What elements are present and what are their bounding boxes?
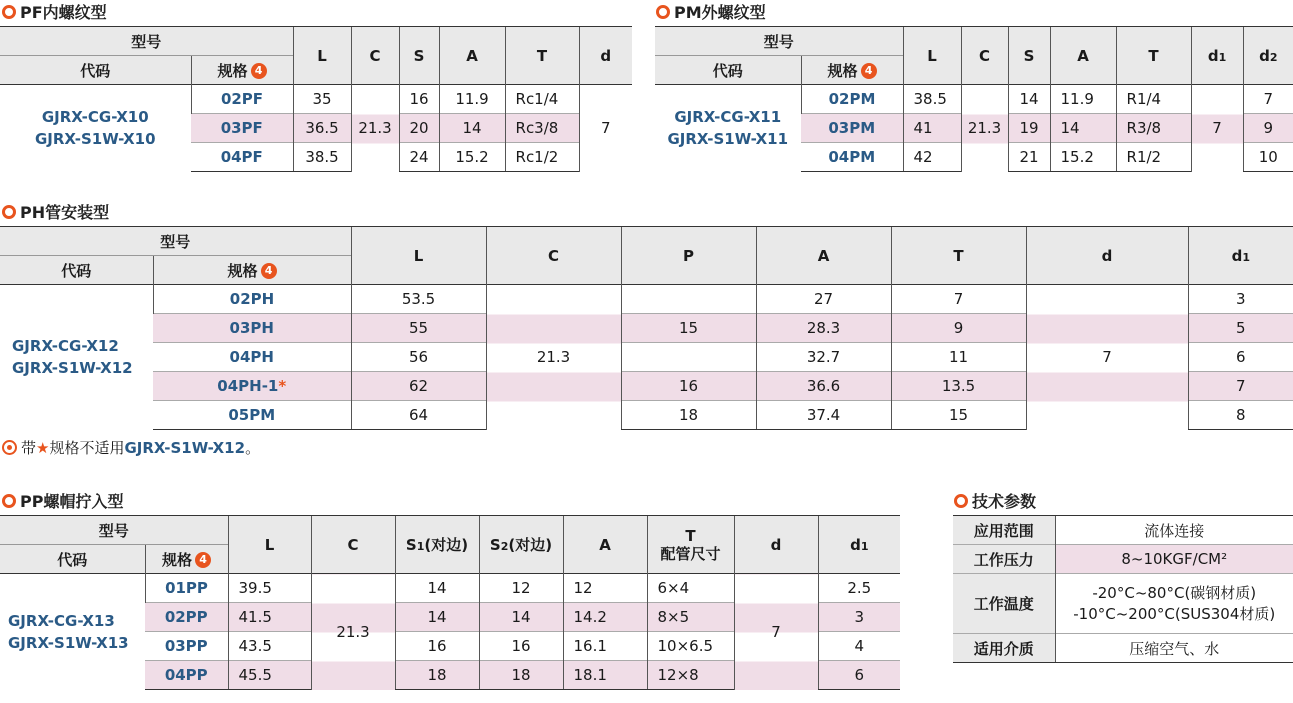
col-header-d1: d1	[1188, 227, 1293, 285]
col-header-t: T 配管尺寸	[647, 516, 734, 574]
table-row: 04PM 42 21 15.2 R1/2 10	[655, 143, 1293, 172]
table-row: 03PM 41 19 14 R3/8 9	[655, 114, 1293, 143]
table-row: 04PP 45.5 18 18 18.1 12×8 6	[0, 661, 900, 690]
asterisk-mark: *	[278, 377, 287, 395]
pf-table	[0, 26, 632, 172]
header-spec: 规格 4	[191, 56, 293, 85]
table-row: 03PP 43.5 16 16 16.1 10×6.5 4	[0, 632, 900, 661]
star-icon: ★	[36, 438, 50, 457]
header-code: 代码	[0, 545, 145, 574]
header-model: 型号	[0, 227, 351, 256]
pp-section-title: PP螺帽拧入型	[2, 489, 123, 512]
header-code: 代码	[0, 56, 191, 85]
header-model: 型号	[0, 516, 228, 545]
circle-bullet-icon	[656, 5, 670, 19]
param-row: 工作温度 -20°C~80°C(碳钢材质) -10°C~200°C(SUS304材质)	[953, 574, 1293, 634]
header-code: 代码	[655, 56, 801, 85]
table-row: GJRX-CG-X12 GJRX-S1W-X12 02PH 53.5 21.3 27 7 7 3	[0, 285, 1293, 314]
col-header-s1: S1(对边)	[395, 516, 479, 574]
number-4-icon: 4	[861, 63, 877, 79]
header-spec: 规格 4	[153, 256, 351, 285]
ph-table: 型号 L C P A T d d1 代码 规格 4 GJRX-CG-X12 GJRX-S1W-X12 02PH 53.5 21.3 27 7 7 3 03PH 55 15 28.3 9 5 04PH 56 32.7 11 6 04PH-1* 62 16 36.6 13.5 7 05PM 64 18 37.4 15 8	[0, 226, 1293, 430]
table-row: GJRX-CG-X13 GJRX-S1W-X13 01PP 39.5 21.3 14 12 12 6×4 7 2.5	[0, 574, 900, 603]
model-code: GJRX-CG-X12 GJRX-S1W-X12	[0, 285, 153, 430]
header-spec: 规格 4	[145, 545, 228, 574]
params-table	[953, 515, 1293, 663]
param-row: 应用范围 流体连接	[953, 516, 1293, 545]
col-header: A	[439, 27, 505, 85]
pm-table: 型号 L C S A T d1 d2 代码 规格 4 GJRX-CG-X11 GJRX-S1W-X11 02PM 38.5 21.3 14 11.9 R1/4 7 7 03PM 41 19 14 R3/8 9 04PM 42 21 15.2 R1/2 10	[655, 26, 1293, 172]
pp-table: 型号 L C S1(对边) S2(对边) A T 配管尺寸 d d1 代码 规格 4 GJRX-CG-X13 GJRX-S1W-X13 01PP 39.5 21.3 14 12 12 6×4 7 2.5 02PP 41.5 14 14 14.2 8×5 3 03PP 43.5 16 16 16.1 10×6.5 4 04PP 45.5 18 18 18.1 12×8 6	[0, 515, 900, 690]
col-header-d1: d1	[1191, 27, 1243, 85]
target-bullet-icon	[2, 440, 17, 455]
circle-bullet-icon	[2, 5, 16, 19]
number-4-icon: 4	[261, 263, 277, 279]
model-code: GJRX-CG-X13 GJRX-S1W-X13	[0, 574, 145, 690]
col-header: C	[351, 27, 399, 85]
pm-section-title: PM外螺纹型	[656, 0, 766, 23]
pf-section-title: PF内螺纹型	[2, 0, 107, 23]
model-code: GJRX-CG-X11 GJRX-S1W-X11	[655, 85, 801, 172]
col-header-s2: S2(对边)	[479, 516, 563, 574]
table-row: GJRX-CG-X10 GJRX-S1W-X10 02PF 35 21.3 16 11.9 Rc1/4 7	[0, 85, 632, 114]
params-section-title: 技术参数	[954, 489, 1036, 512]
ph-section-title: PH管安装型	[2, 200, 109, 223]
table-row: GJRX-CG-X11 GJRX-S1W-X11 02PM 38.5 21.3 14 11.9 R1/4 7 7	[655, 85, 1293, 114]
model-code: GJRX-CG-X10 GJRX-S1W-X10	[0, 85, 191, 172]
header-code: 代码	[0, 256, 153, 285]
col-header: T	[505, 27, 579, 85]
col-header-d1: d1	[818, 516, 900, 574]
circle-bullet-icon	[2, 205, 16, 219]
table-row: 05PM 64 18 37.4 15 8	[0, 401, 1293, 430]
table-row: 04PH-1* 62 16 36.6 13.5 7	[0, 372, 1293, 401]
col-header: L	[293, 27, 351, 85]
col-header: S	[399, 27, 439, 85]
table-row: 02PP 41.5 14 14 14.2 8×5 3	[0, 603, 900, 632]
circle-bullet-icon	[2, 494, 16, 508]
number-4-icon: 4	[251, 63, 267, 79]
header-model: 型号	[655, 27, 903, 56]
param-row: 工作压力 8~10KGF/CM²	[953, 545, 1293, 574]
circle-bullet-icon	[954, 494, 968, 508]
number-4-icon: 4	[195, 552, 211, 568]
col-header: d	[579, 27, 632, 85]
ph-footnote: 带 ★ 规格不适用 GJRX-S1W-X12 。	[2, 437, 260, 458]
header-spec: 规格 4	[801, 56, 903, 85]
col-header-d2: d2	[1243, 27, 1293, 85]
param-row: 适用介质 压缩空气、水	[953, 634, 1293, 663]
table-row: 04PF 38.5 24 15.2 Rc1/2	[0, 143, 632, 172]
header-model: 型号	[0, 27, 293, 56]
table-row: 03PF 36.5 20 14 Rc3/8	[0, 114, 632, 143]
table-row: 04PH 56 32.7 11 6	[0, 343, 1293, 372]
table-row: 03PH 55 15 28.3 9 5	[0, 314, 1293, 343]
